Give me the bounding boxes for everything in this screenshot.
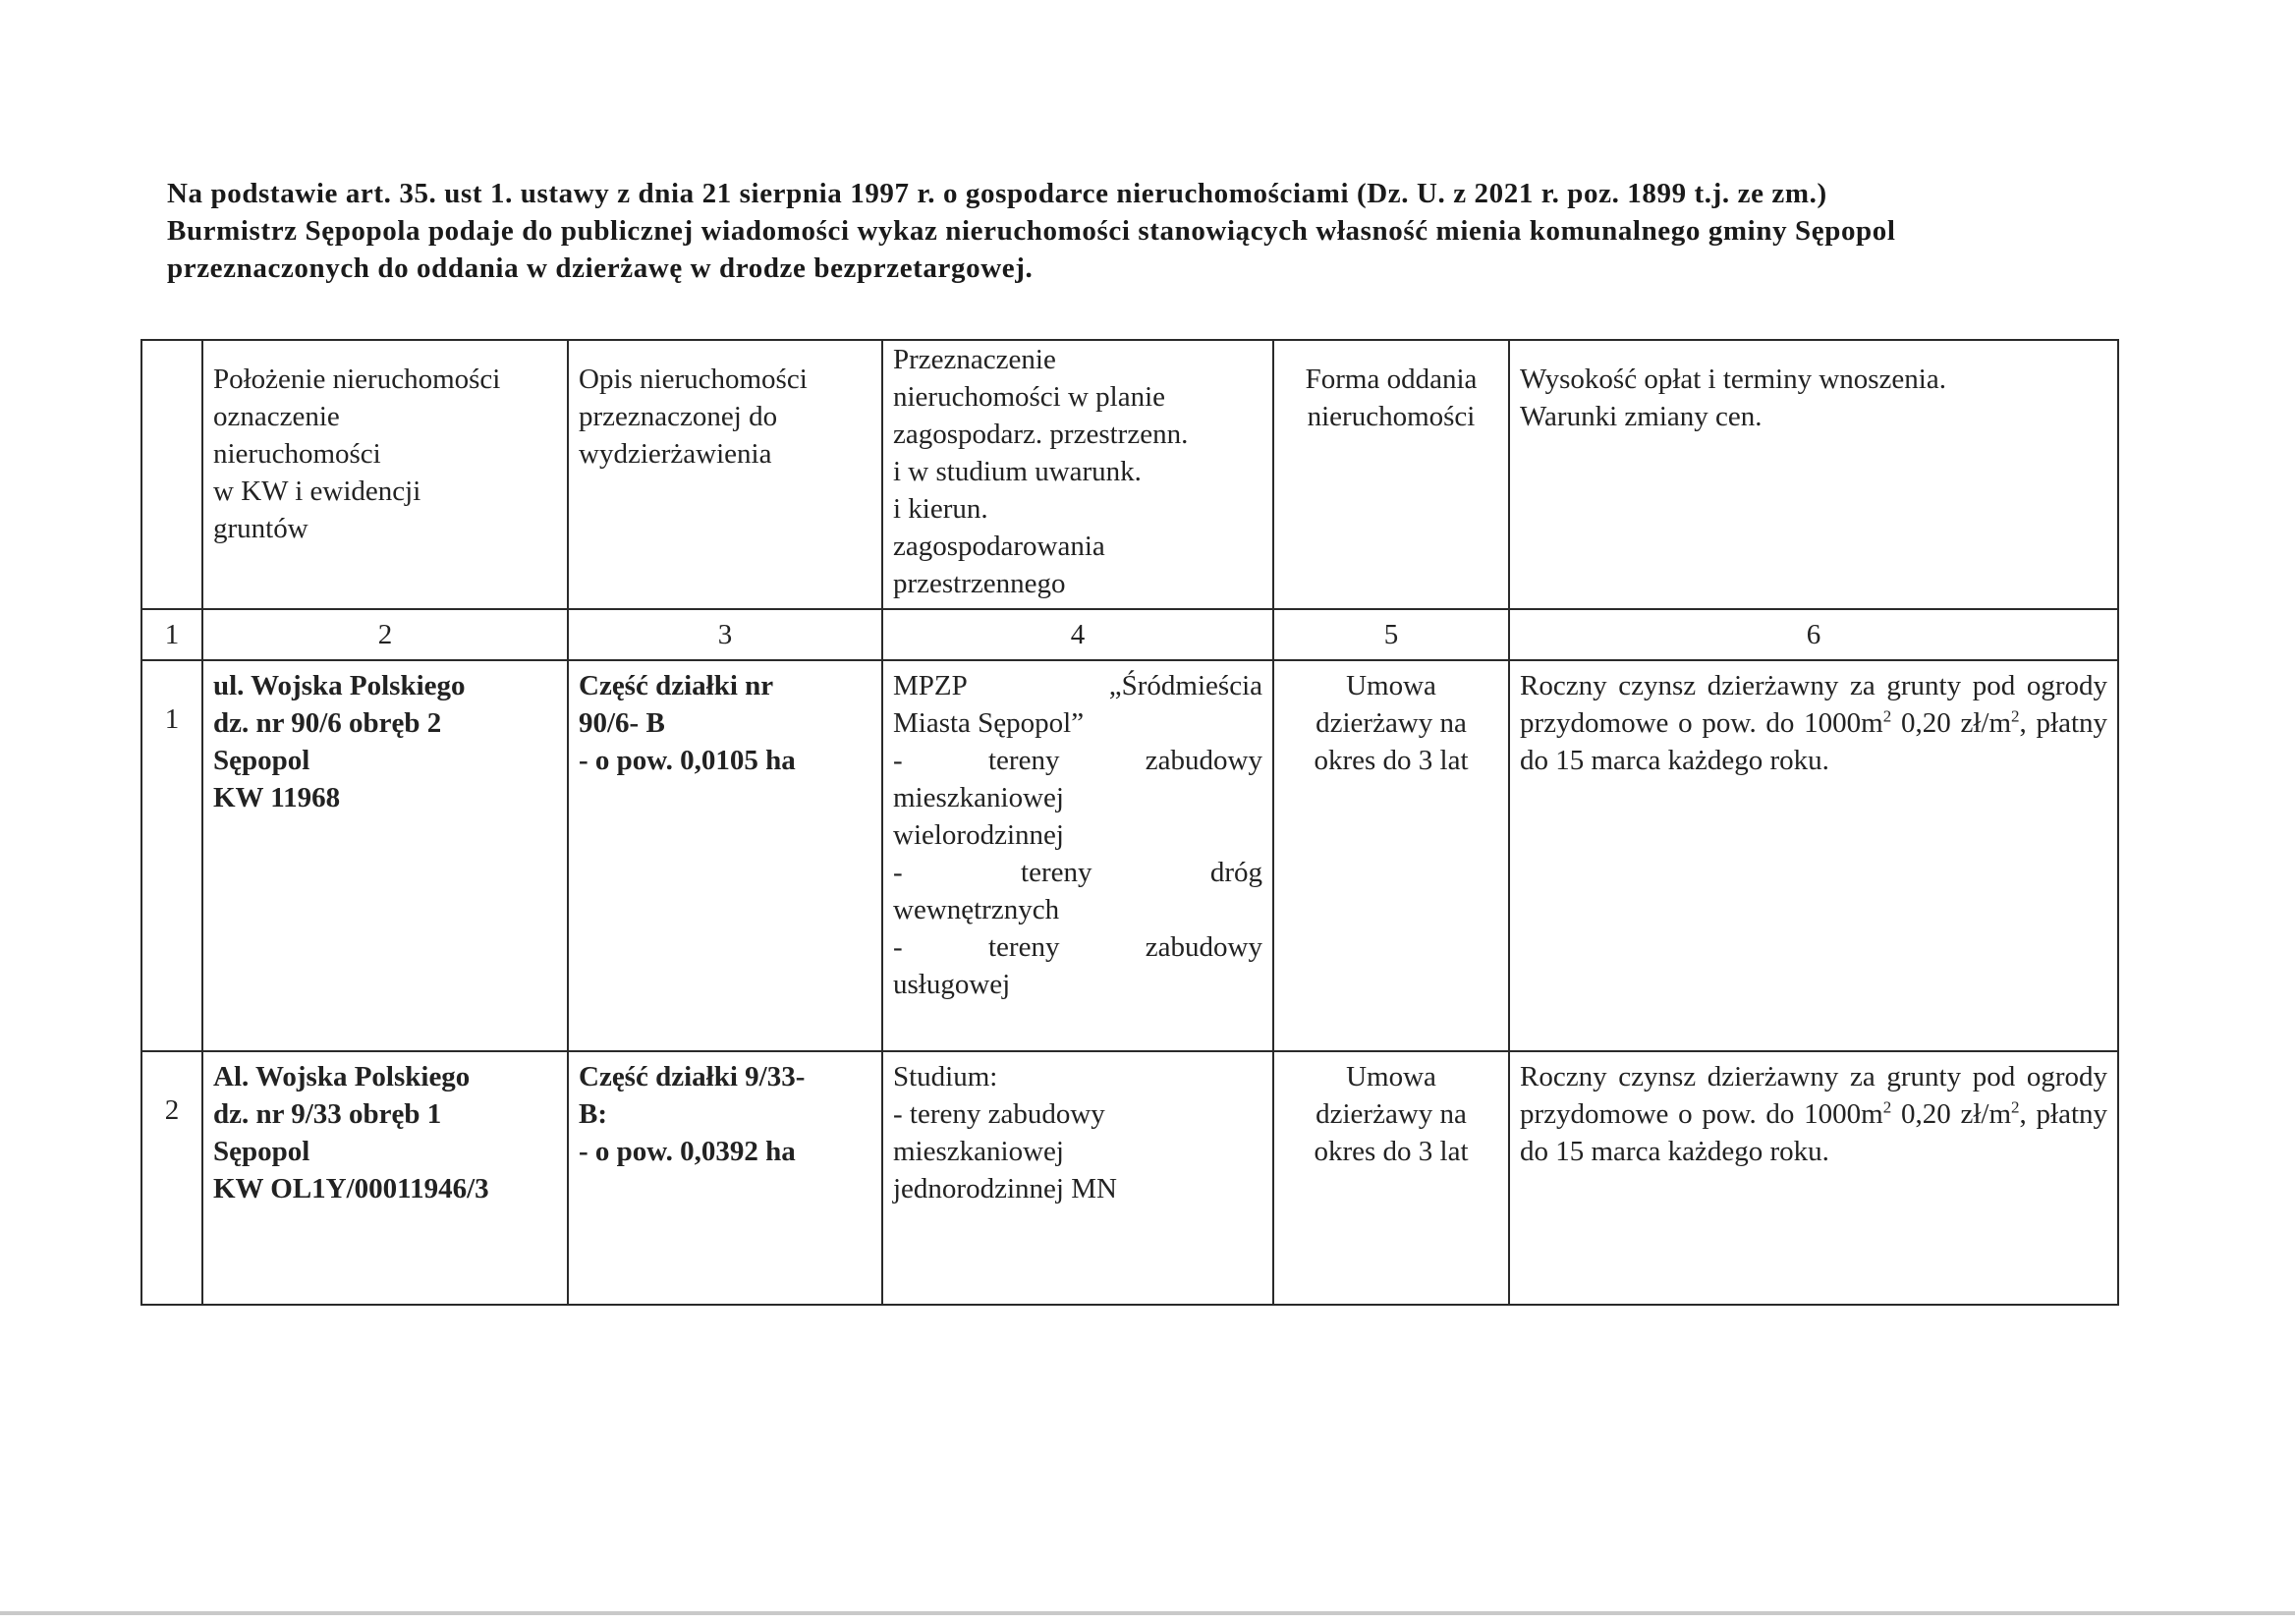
- row-form: Umowa dzierżawy na okres do 3 lat: [1273, 660, 1509, 1051]
- row-form: Umowa dzierżawy na okres do 3 lat: [1273, 1051, 1509, 1305]
- header-form: Forma oddania nieruchomości: [1273, 340, 1509, 609]
- row-purpose: MPZP „Śródmieścia Miasta Sępopol” - tereny zabudowy mieszkaniowej wielorodzinnej - tereny dróg wewnętrznych - tereny zabudowy usługowej: [882, 660, 1273, 1051]
- intro-text: [167, 175, 2112, 287]
- header-fees: Wysokość opłat i terminy wnoszenia. Warunki zmiany cen.: [1509, 340, 2118, 609]
- intro-line-2: Burmistrz Sępopola podaje do publicznej wiadomości wykaz nieruchomości stanowiących własność mienia komunalnego gminy Sępopol: [167, 215, 1896, 247]
- header-row: [141, 340, 2118, 609]
- property-table: [140, 339, 2119, 1306]
- row-fees: Roczny czynsz dzierżawny za grunty pod ogrody przydomowe o pow. do $1000m^2$ 0,20 $zł/m^2$, płatny do 15 marca każdego roku.: [1509, 660, 2118, 1051]
- row-location: Al. Wojska Polskiego dz. nr 9/33 obręb 1 Sępopol KW OL1Y/00011946/3: [202, 1051, 568, 1305]
- header-col-1: [141, 340, 202, 609]
- column-number: 6: [1509, 609, 2118, 660]
- table-row: [141, 660, 2118, 1051]
- row-number: 2: [141, 1051, 202, 1305]
- row-description: Część działki nr 90/6- B - o pow. 0,0105 ha: [568, 660, 882, 1051]
- table-row: [141, 1051, 2118, 1305]
- intro-line-3: przeznaczonych do oddania w dzierżawę w drodze bezprzetargowej.: [167, 252, 1034, 284]
- column-number: 5: [1273, 609, 1509, 660]
- row-number: 1: [141, 660, 202, 1051]
- row-description: Część działki 9/33- B: - o pow. 0,0392 ha: [568, 1051, 882, 1305]
- header-description: Opis nieruchomości przeznaczonej do wydzierżawienia: [568, 340, 882, 609]
- column-number: 4: [882, 609, 1273, 660]
- column-number: 3: [568, 609, 882, 660]
- header-location: Położenie nieruchomości oznaczenie nieruchomości w KW i ewidencji gruntów: [202, 340, 568, 609]
- row-purpose: Studium: - tereny zabudowy mieszkaniowej jednorodzinnej MN: [882, 1051, 1273, 1305]
- column-numbers-row: [141, 609, 2118, 660]
- column-number: 2: [202, 609, 568, 660]
- header-purpose: Przeznaczenie nieruchomości w planie zagospodarz. przestrzenn. i w studium uwarunk. i kierun. zagospodarowania przestrzennego: [882, 340, 1273, 609]
- scan-edge-line: [0, 1611, 2295, 1615]
- row-location: ul. Wojska Polskiego dz. nr 90/6 obręb 2 Sępopol KW 11968: [202, 660, 568, 1051]
- row-fees: Roczny czynsz dzierżawny za grunty pod ogrody przydomowe o pow. do $1000m^2$ 0,20 $zł/m^2$, płatny do 15 marca każdego roku.: [1509, 1051, 2118, 1305]
- column-number: 1: [141, 609, 202, 660]
- intro-line-1: Na podstawie art. 35. ust 1. ustawy z dnia 21 sierpnia 1997 r. o gospodarce nieruchomościami (Dz. U. z 2021 r. poz. 1899 t.j. ze zm.): [167, 178, 1827, 209]
